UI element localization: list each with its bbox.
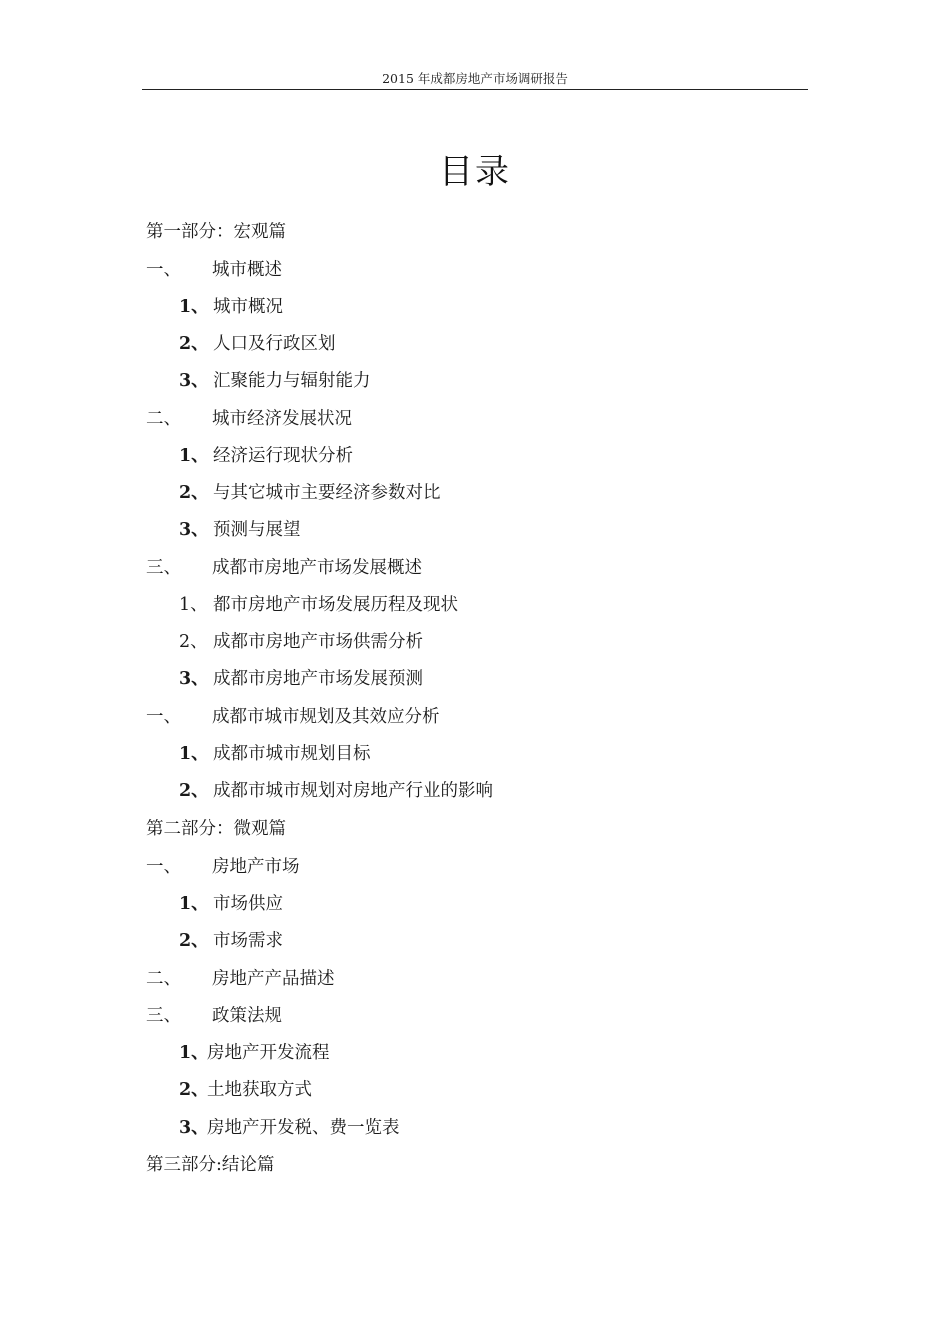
toc-subsection-label: 预测与展望 — [213, 520, 301, 540]
toc-section-number: 一、 — [146, 707, 181, 727]
toc-subsection-number: 1、 — [179, 297, 209, 317]
toc-subsection-number: 1、 — [179, 595, 208, 615]
running-header — [142, 72, 808, 90]
toc-subsection-label: 人口及行政区划 — [213, 334, 336, 354]
toc-subsection-number: 1、 — [179, 446, 209, 466]
toc-subsection-label: 成都市房地产市场供需分析 — [213, 632, 423, 652]
toc-subsection-number: 2、 — [179, 781, 209, 801]
toc-section-label: 成都市房地产市场发展概述 — [212, 558, 422, 578]
toc-part-heading[interactable] — [146, 818, 286, 840]
toc-subsection-number: 1、 — [179, 744, 209, 764]
toc-subsection-label: 经济运行现状分析 — [213, 446, 353, 466]
toc-subsection-label: 房地产开发流程 — [207, 1043, 330, 1063]
toc-part-label: 第二部分：微观篇 — [146, 819, 286, 839]
toc-section-number: 一、 — [146, 260, 181, 280]
toc-subsection-number: 3、 — [179, 371, 209, 391]
toc-subsection-label: 土地获取方式 — [207, 1080, 312, 1100]
toc-section-label: 成都市城市规划及其效应分析 — [212, 707, 440, 727]
toc-subsection-number: 2、 — [179, 931, 209, 951]
toc-subsection-number: 3、 — [179, 1118, 209, 1138]
toc-section-number: 三、 — [146, 558, 181, 578]
toc-subsection-number: 3、 — [179, 520, 209, 540]
toc-subsection-label: 市场供应 — [213, 894, 283, 914]
toc-subsection-number: 2、 — [179, 632, 208, 652]
toc-subsection-number: 1、 — [179, 894, 209, 914]
toc-section-label: 城市概述 — [212, 260, 282, 280]
running-header-text: 2015 年成都房地产市场调研报告 — [382, 71, 568, 86]
toc-subsection-number: 1、 — [179, 1043, 209, 1063]
toc-section-number: 三、 — [146, 1006, 181, 1026]
toc-section-number: 二、 — [146, 409, 181, 429]
toc-section-label: 政策法规 — [212, 1006, 282, 1026]
toc-subsection-label: 成都市房地产市场发展预测 — [213, 669, 423, 689]
toc-subsection-number: 2、 — [179, 334, 209, 354]
toc-section-label: 房地产产品描述 — [212, 969, 335, 989]
toc-subsection-label: 房地产开发税、费一览表 — [207, 1118, 400, 1138]
toc-subsection-number: 2、 — [179, 1080, 209, 1100]
toc-subsection-label: 汇聚能力与辐射能力 — [213, 371, 371, 391]
toc-section-number: 一、 — [146, 857, 181, 877]
toc-part-label: 第三部分:结论篇 — [146, 1155, 275, 1175]
toc-subsection-label: 与其它城市主要经济参数对比 — [213, 483, 441, 503]
toc-part-label: 第一部分：宏观篇 — [146, 222, 286, 242]
toc-part-heading[interactable] — [146, 1154, 274, 1176]
toc-section-label: 房地产市场 — [212, 857, 300, 877]
toc-subsection-label: 成都市城市规划目标 — [213, 744, 371, 764]
toc-subsection-number: 2、 — [179, 483, 209, 503]
toc-title: 目录 — [439, 152, 511, 192]
toc-subsection-label: 城市概况 — [213, 297, 283, 317]
toc-subsection-number: 3、 — [179, 669, 209, 689]
toc-section-number: 二、 — [146, 969, 181, 989]
toc-section-label: 城市经济发展状况 — [212, 409, 352, 429]
toc-part-heading[interactable] — [146, 221, 286, 243]
toc-subsection-label: 成都市城市规划对房地产行业的影响 — [213, 781, 493, 801]
toc-subsection-label: 市场需求 — [213, 931, 283, 951]
toc-subsection-label: 都市房地产市场发展历程及现状 — [213, 595, 458, 615]
